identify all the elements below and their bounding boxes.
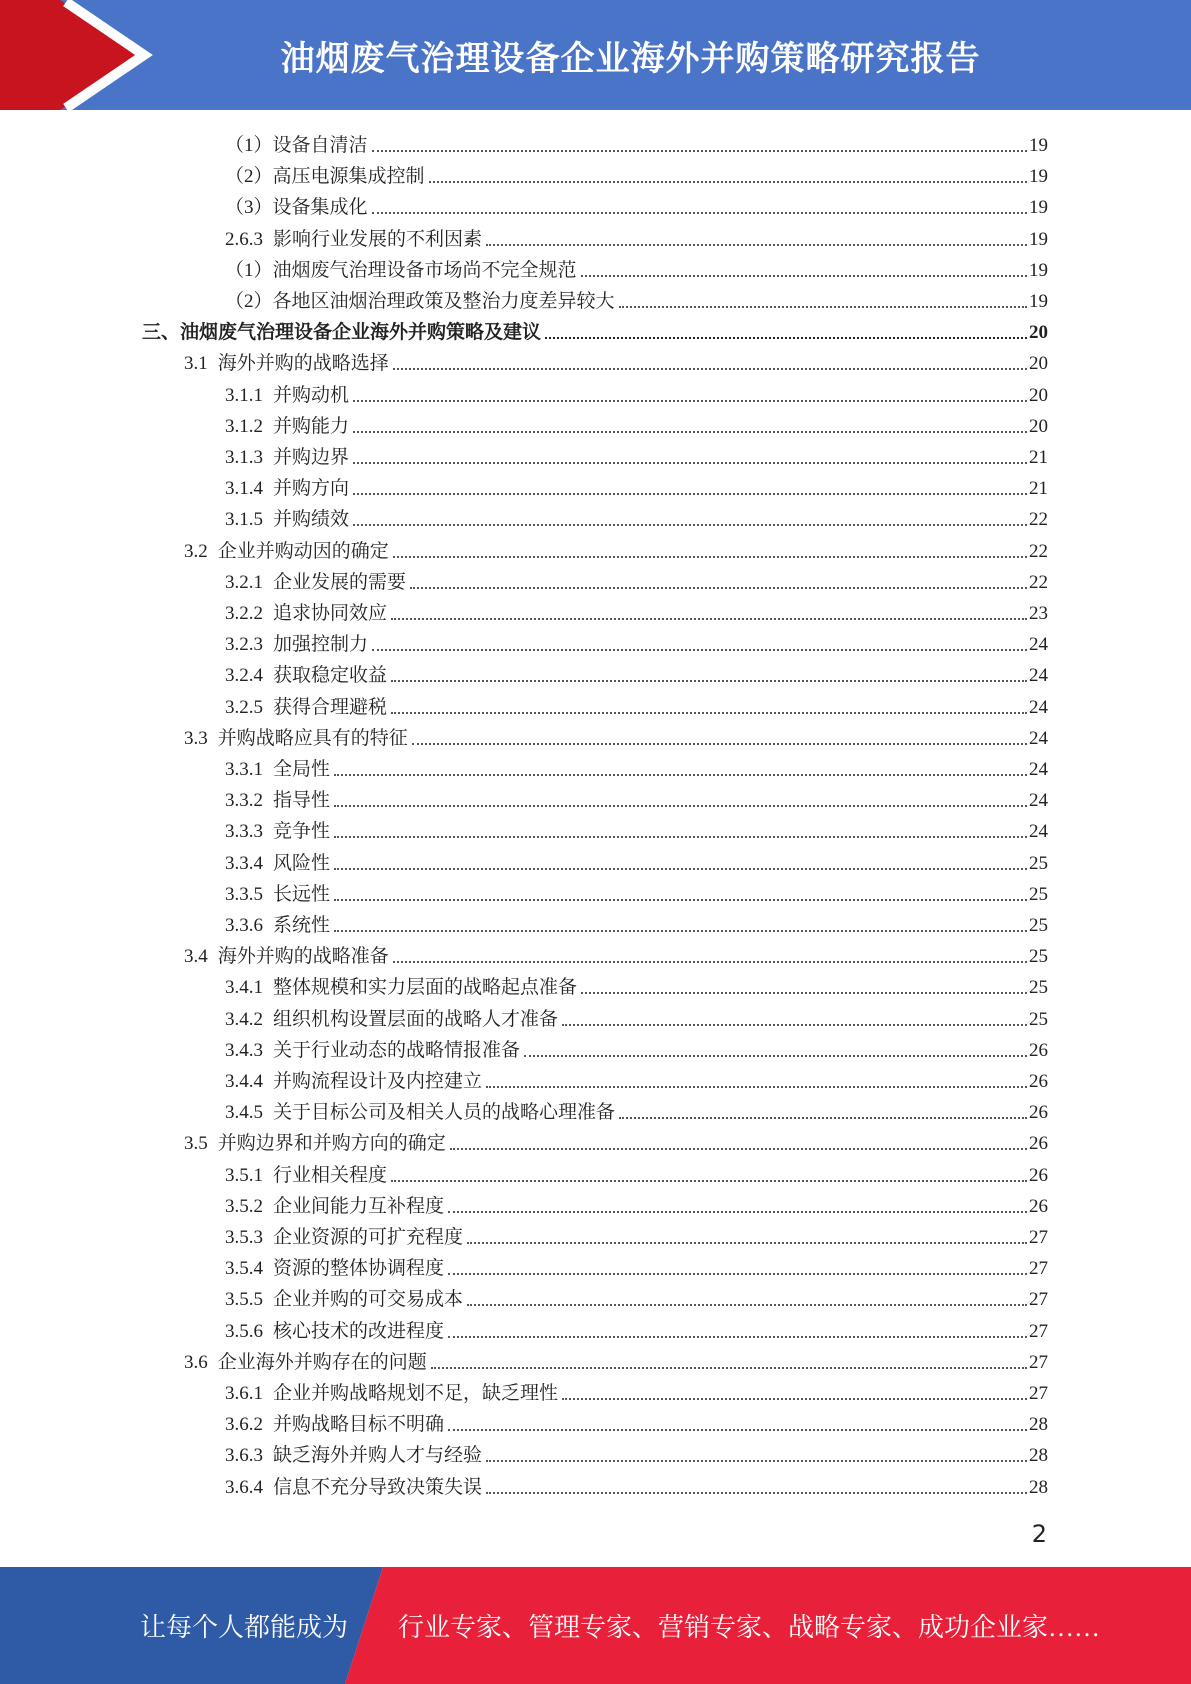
toc-entry-text: 并购战略应具有的特征 (217, 727, 408, 749)
toc-entry-number: 3.1.1 (225, 384, 263, 406)
toc-entry-label (142, 321, 545, 345)
toc-entry-label (225, 1101, 619, 1125)
toc-entry[interactable] (225, 159, 1048, 189)
toc-entry-page: 25 (1029, 977, 1048, 999)
toc-entry-page: 22 (1029, 540, 1048, 562)
toc-leader-dots (391, 1180, 1027, 1182)
toc-entry-number: 3.2.2 (225, 603, 263, 624)
toc-entry[interactable] (225, 1407, 1048, 1437)
toc-entry-page: 24 (1029, 821, 1048, 843)
toc-entry-number: 3.3.4 (225, 852, 263, 874)
toc-entry-text: 长远性 (273, 883, 331, 905)
toc-entry-text: 企业资源的可扩充程度 (273, 1227, 464, 1248)
toc-entry-number: 3.4.5 (225, 1102, 263, 1124)
toc-leader-dots (486, 244, 1027, 246)
toc-leader-dots (334, 836, 1027, 838)
toc-entry-number: 3.3.5 (225, 883, 263, 905)
toc-entry[interactable] (225, 846, 1048, 876)
toc-entry-number: 3.2.1 (225, 571, 263, 593)
toc-entry-text: 海外并购的战略准备 (217, 946, 389, 968)
footer-slogan-right: 行业专家、管理专家、营销专家、战略专家、成功企业家…… (398, 1613, 1101, 1642)
toc-entry-text: 并购绩效 (273, 509, 350, 531)
toc-entry-number: 3.4.2 (225, 1008, 263, 1030)
toc-entry-label (225, 446, 353, 470)
toc-entry-number: 3.4.4 (225, 1071, 263, 1092)
toc-entry-page: 26 (1029, 1102, 1048, 1124)
toc-entry-number: 3.2.3 (225, 634, 263, 656)
toc-entry-label (225, 571, 410, 595)
toc-entry-label (225, 1070, 486, 1094)
toc-leader-dots (448, 1429, 1027, 1431)
toc-entry-text: 并购战略目标不明确 (273, 1414, 445, 1436)
toc-entry-page: 28 (1029, 1414, 1048, 1436)
toc-leader-dots (353, 493, 1027, 495)
toc-entry-label (225, 384, 353, 408)
toc-entry-text: （2）各地区油烟治理政策及整治力度差异较大 (225, 291, 615, 312)
toc-entry-page: 26 (1029, 1039, 1048, 1061)
toc-entry-page: 22 (1029, 509, 1048, 531)
toc-entry[interactable] (225, 565, 1048, 595)
toc-entry-page: 25 (1029, 946, 1048, 968)
toc-leader-dots (391, 618, 1027, 620)
toc-entry[interactable] (225, 378, 1048, 408)
toc-entry-text: （3）设备集成化 (225, 197, 368, 219)
toc-entry-label (225, 415, 353, 439)
toc-entry-text: 获得合理避税 (273, 696, 388, 718)
toc-entry-number: 3.4.1 (225, 977, 263, 999)
toc-entry-page: 26 (1029, 1133, 1048, 1155)
toc-entry[interactable] (225, 658, 1048, 688)
toc-leader-dots (448, 1336, 1027, 1338)
toc-leader-dots (448, 1273, 1027, 1275)
toc-entry[interactable] (225, 1220, 1048, 1250)
toc-leader-dots (372, 212, 1027, 214)
toc-entry-number: 3.1.4 (225, 478, 263, 500)
toc-entry-number: 3.6 (184, 1351, 208, 1373)
toc-entry-page: 28 (1029, 1445, 1048, 1467)
toc-entry-page: 24 (1029, 790, 1048, 812)
toc-entry-label (184, 352, 393, 376)
toc-entry-page: 28 (1029, 1476, 1048, 1498)
toc-entry[interactable] (225, 1376, 1048, 1406)
toc-entry-page: 19 (1029, 228, 1048, 250)
toc-leader-dots (334, 899, 1027, 901)
toc-entry-text: 并购流程设计及内控建立 (273, 1071, 483, 1092)
toc-entry-page: 27 (1029, 1289, 1048, 1311)
toc-entry-number: 3.1 (184, 353, 208, 375)
toc-entry-page: 21 (1029, 478, 1048, 500)
toc-entry-text: 海外并购的战略选择 (217, 353, 389, 375)
toc-entry-text: 整体规模和实力层面的战略起点准备 (273, 977, 578, 999)
toc-entry-text: 行业相关程度 (273, 1164, 388, 1186)
toc-entry-text: 组织机构设置层面的战略人才准备 (273, 1008, 559, 1030)
toc-entry-page: 27 (1029, 1320, 1048, 1342)
toc-entry-page: 27 (1029, 1258, 1048, 1280)
toc-entry[interactable] (225, 409, 1048, 439)
toc-entry-number: 3.2.4 (225, 665, 263, 687)
toc-entry-label (225, 1164, 391, 1188)
toc-entry-text: 企业间能力互补程度 (273, 1195, 445, 1217)
toc-entry[interactable] (225, 1282, 1048, 1312)
toc-leader-dots (619, 1117, 1027, 1119)
toc-entry[interactable] (225, 1314, 1048, 1344)
toc-leader-dots (429, 181, 1027, 183)
toc-entry-text: 核心技术的改进程度 (273, 1320, 445, 1342)
toc-leader-dots (334, 868, 1027, 870)
toc-entry-page: 24 (1029, 727, 1048, 749)
toc-leader-dots (393, 961, 1027, 963)
toc-entry[interactable] (225, 1002, 1048, 1032)
toc-entry-number: 3.4 (184, 946, 208, 968)
toc-leader-dots (562, 1398, 1027, 1400)
toc-entry-label (225, 1382, 562, 1406)
toc-entry-label (225, 477, 353, 501)
toc-leader-dots (486, 1460, 1027, 1462)
toc-entry-page: 26 (1029, 1071, 1048, 1092)
toc-entry-label (225, 1413, 448, 1437)
toc-leader-dots (393, 556, 1027, 558)
toc-leader-dots (391, 680, 1027, 682)
toc-entry-label (225, 789, 334, 813)
toc-entry-page: 24 (1029, 759, 1048, 780)
toc-entry-label (184, 727, 412, 751)
toc-entry-label (225, 1444, 486, 1468)
toc-entry-number: 2.6.3 (225, 228, 263, 250)
toc-entry[interactable] (225, 1158, 1048, 1188)
toc-entry-number: 3.5.5 (225, 1289, 263, 1311)
toc-entry-label (225, 1288, 467, 1312)
toc-entry-number: 3.5.4 (225, 1258, 263, 1280)
toc-leader-dots (450, 1148, 1027, 1150)
header-bar (0, 0, 1191, 110)
toc-entry-text: 并购能力 (273, 415, 350, 437)
toc-entry-number: 3.3.2 (225, 790, 263, 812)
toc-entry-text: 系统性 (273, 915, 331, 936)
toc-entry[interactable] (184, 346, 1048, 376)
toc-entry-page: 20 (1029, 415, 1048, 437)
toc-entry-label (225, 1195, 448, 1219)
toc-entry-number: 3.2 (184, 540, 208, 562)
toc-entry-page: 19 (1029, 135, 1048, 156)
toc-entry-label (225, 259, 581, 283)
toc-leader-dots (353, 524, 1027, 526)
toc-entry[interactable] (225, 908, 1048, 938)
toc-entry[interactable] (225, 222, 1048, 252)
toc-entry-label (225, 1039, 524, 1063)
toc-entry-text: 追求协同效应 (273, 603, 388, 624)
toc-entry-text: 并购边界 (273, 447, 350, 468)
toc-entry-label (225, 602, 391, 626)
toc-entry[interactable] (225, 1470, 1048, 1500)
toc-entry-page: 20 (1029, 322, 1048, 344)
toc-entry-number: 3.3 (184, 727, 208, 749)
toc-entry[interactable] (225, 627, 1048, 657)
toc-entry-number: 3.5.2 (225, 1195, 263, 1217)
toc-entry-text: 风险性 (273, 852, 331, 874)
toc-entry-page: 23 (1029, 603, 1048, 624)
toc-entry-number: 3.2.5 (225, 696, 263, 718)
toc-entry-page: 24 (1029, 696, 1048, 718)
toc-entry[interactable] (225, 1033, 1048, 1063)
toc-entry-label (184, 540, 393, 564)
toc-entry[interactable] (225, 253, 1048, 283)
toc-entry-number: 3.1.5 (225, 509, 263, 531)
toc-entry-text: （1）设备自清洁 (225, 135, 368, 156)
toc-entry-text: 企业发展的需要 (273, 571, 407, 593)
toc-entry-page: 19 (1029, 291, 1048, 312)
toc-entry-page: 21 (1029, 447, 1048, 468)
toc-leader-dots (448, 1211, 1027, 1213)
toc-entry-text: 影响行业发展的不利因素 (273, 228, 483, 250)
toc-entry-label (225, 1257, 448, 1281)
toc-entry-number: 3.5.1 (225, 1164, 263, 1186)
toc-entry[interactable] (225, 284, 1048, 314)
toc-entry[interactable] (225, 783, 1048, 813)
toc-entry[interactable] (225, 190, 1048, 220)
toc-entry-text: 关于行业动态的战略情报准备 (273, 1039, 521, 1061)
toc-entry-text: 缺乏海外并购人才与经验 (273, 1445, 483, 1467)
toc-entry[interactable] (225, 752, 1048, 782)
toc-entry-text: 并购动机 (273, 384, 350, 406)
toc-entry-text: 并购边界和并购方向的确定 (217, 1133, 446, 1155)
toc-entry-label (225, 228, 486, 252)
toc-entry-page: 20 (1029, 384, 1048, 406)
footer-slogan-left: 让每个人都能成为 (140, 1613, 349, 1642)
toc-entry-text: 指导性 (273, 790, 331, 812)
toc-entry-text: 企业并购战略规划不足，缺乏理性 (273, 1383, 559, 1404)
toc-leader-dots (334, 774, 1027, 776)
toc-entry[interactable] (225, 1251, 1048, 1281)
footer-bar (0, 1567, 1191, 1684)
toc-entry[interactable] (225, 1438, 1048, 1468)
toc-entry[interactable] (225, 1189, 1048, 1219)
toc-leader-dots (353, 462, 1027, 464)
toc-entry-page: 20 (1029, 353, 1048, 375)
toc-entry-text: 全局性 (273, 759, 331, 780)
toc-leader-dots (334, 805, 1027, 807)
toc-leader-dots (581, 275, 1027, 277)
toc-entry-page: 19 (1029, 259, 1048, 281)
toc-entry[interactable] (184, 939, 1048, 969)
toc-entry-number: 3.3.1 (225, 759, 263, 780)
toc-entry-label (225, 820, 334, 844)
toc-leader-dots (372, 150, 1027, 152)
toc-entry-page: 27 (1029, 1351, 1048, 1373)
toc-entry-label (225, 758, 334, 782)
toc-entry-text: 三、油烟废气治理设备企业海外并购策略及建议 (142, 322, 542, 344)
toc-entry-label (225, 633, 372, 657)
toc-entry[interactable] (142, 315, 1048, 345)
toc-leader-dots (486, 1086, 1027, 1088)
toc-entry[interactable] (225, 690, 1048, 720)
toc-entry-page: 19 (1029, 166, 1048, 188)
toc-entry-number: 3.5.6 (225, 1320, 263, 1342)
report-title: 油烟废气治理设备企业海外并购策略研究报告 (280, 38, 981, 79)
toc-leader-dots (467, 1304, 1027, 1306)
toc-entry-page: 22 (1029, 571, 1048, 593)
toc-entry-label (225, 696, 391, 720)
toc-entry-number: 3.5.3 (225, 1227, 263, 1248)
toc-leader-dots (372, 649, 1027, 651)
toc-leader-dots (353, 431, 1027, 433)
toc-leader-dots (545, 337, 1027, 339)
toc-leader-dots (486, 1492, 1027, 1494)
toc-leader-dots (334, 930, 1027, 932)
toc-entry-label (225, 165, 429, 189)
toc-entry-page: 25 (1029, 852, 1048, 874)
toc-entry-number: 3.3.3 (225, 821, 263, 843)
toc-entry-label (225, 914, 334, 938)
toc-entry-page: 26 (1029, 1164, 1048, 1186)
toc-leader-dots (431, 1367, 1027, 1369)
toc-entry-text: 关于目标公司及相关人员的战略心理准备 (273, 1102, 616, 1124)
toc-entry-label (225, 1476, 486, 1500)
toc-entry[interactable] (225, 440, 1048, 470)
toc-entry-page: 27 (1029, 1383, 1048, 1404)
toc-entry-label (225, 1226, 467, 1250)
toc-leader-dots (353, 400, 1027, 402)
toc-leader-dots (393, 368, 1027, 370)
toc-entry-page: 25 (1029, 883, 1048, 905)
toc-entry-number: 3.1.3 (225, 447, 263, 468)
toc-entry[interactable] (225, 877, 1048, 907)
toc-entry-text: 信息不充分导致决策失误 (273, 1476, 483, 1498)
page-number: 2 (1031, 1520, 1047, 1548)
toc-entry-text: （2）高压电源集成控制 (225, 166, 425, 188)
toc-entry-label (184, 945, 393, 969)
toc-entry-number: 3.4.3 (225, 1039, 263, 1061)
toc-entry-text: 企业并购的可交易成本 (273, 1289, 464, 1311)
toc-entry-label (225, 196, 372, 220)
toc-entry-number: 3.1.2 (225, 415, 263, 437)
toc-entry[interactable] (225, 502, 1048, 532)
toc-entry-label (225, 852, 334, 876)
toc-leader-dots (581, 992, 1027, 994)
toc-entry-number: 3.6.2 (225, 1414, 263, 1436)
toc-entry-text: 加强控制力 (273, 634, 369, 656)
toc-entry-number: 3.6.4 (225, 1476, 263, 1498)
toc-entry-text: 获取稳定收益 (273, 665, 388, 687)
toc-leader-dots (412, 743, 1027, 745)
toc-entry-number: 3.6.1 (225, 1383, 263, 1404)
toc-entry[interactable] (225, 128, 1048, 158)
toc-entry-label (184, 1351, 431, 1375)
toc-entry[interactable] (225, 970, 1048, 1000)
toc-entry-label (225, 1008, 562, 1032)
toc-entry-page: 24 (1029, 665, 1048, 687)
toc-entry-page: 25 (1029, 915, 1048, 936)
toc-entry-text: 竞争性 (273, 821, 331, 843)
toc-entry-label (225, 976, 581, 1000)
toc-entry[interactable] (225, 814, 1048, 844)
toc-entry[interactable] (225, 596, 1048, 626)
toc-entry[interactable] (184, 1126, 1048, 1156)
toc-entry-page: 24 (1029, 634, 1048, 656)
toc-entry-label (225, 1320, 448, 1344)
toc-entry-text: 并购方向 (273, 478, 350, 500)
toc-entry-page: 25 (1029, 1008, 1048, 1030)
toc-entry-text: （1）油烟废气治理设备市场尚不完全规范 (225, 259, 577, 281)
toc-entry-label (225, 883, 334, 907)
toc-entry-number: 3.3.6 (225, 915, 263, 936)
toc-entry-label (225, 290, 619, 314)
toc-leader-dots (524, 1055, 1027, 1057)
toc-entry-text: 企业并购动因的确定 (217, 540, 389, 562)
toc-entry-number: 3.6.3 (225, 1445, 263, 1467)
toc-leader-dots (410, 587, 1027, 589)
toc-entry-label (225, 508, 353, 532)
toc-entry[interactable] (184, 534, 1048, 564)
toc-entry[interactable] (225, 471, 1048, 501)
toc-entry[interactable] (225, 1064, 1048, 1094)
toc-entry[interactable] (184, 1345, 1048, 1375)
toc-entry-label (225, 134, 372, 158)
toc-entry-label (184, 1132, 450, 1156)
toc-entry-text: 资源的整体协调程度 (273, 1258, 445, 1280)
toc-entry[interactable] (225, 1095, 1048, 1125)
toc-entry-label (225, 664, 391, 688)
toc-entry[interactable] (184, 721, 1048, 751)
toc-entry-page: 19 (1029, 197, 1048, 219)
toc-entry-number: 3.5 (184, 1133, 208, 1155)
toc-leader-dots (619, 306, 1027, 308)
toc-entry-text: 企业海外并购存在的问题 (217, 1351, 427, 1373)
toc-leader-dots (467, 1242, 1027, 1244)
toc-entry-page: 27 (1029, 1227, 1048, 1248)
toc-leader-dots (562, 1024, 1027, 1026)
toc-leader-dots (391, 712, 1027, 714)
toc-entry-page: 26 (1029, 1195, 1048, 1217)
